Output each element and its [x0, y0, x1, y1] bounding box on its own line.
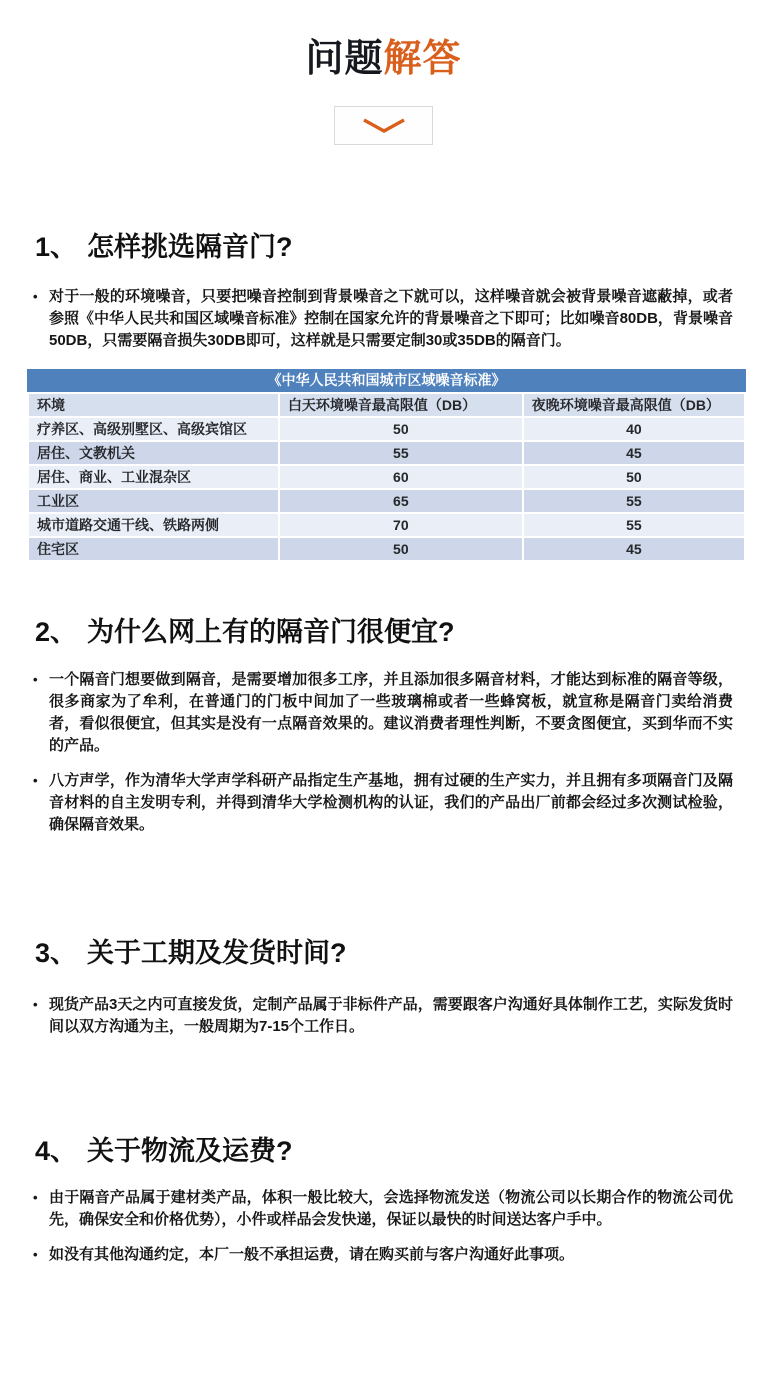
table-cell-environment: 工业区 — [28, 489, 279, 513]
column-header-day-limit: 白天环境噪音最高限值（DB） — [279, 393, 523, 417]
table-cell-night: 45 — [523, 537, 745, 561]
question-3-title: 关于工期及发货时间? — [87, 937, 347, 968]
table-row — [28, 417, 745, 441]
question-1-answers — [0, 286, 767, 352]
question-4-heading — [35, 1135, 767, 1169]
table-row — [28, 537, 745, 561]
question-4-answers — [0, 1187, 767, 1266]
bullet-item: • 一个隔音门想要做到隔音，是需要增加很多工序，并且添加很多隔音材料，才能达到标准的隔音等级，很多商家为了牟利，在普通门的门板中间加了一些玻璃棉或者一些蜂窝板，就宣称是隔音门卖给消费者，看似很便宜，但其实是没有一点隔音效果的。建议消费者理性判断，不要贪图便宜，买到华而不实的产品。 — [33, 669, 733, 757]
bullet-item: • 由于隔音产品属于建材类产品，体积一般比较大，会选择物流发送（物流公司以长期合作的物流公司优先，确保安全和价格优势），小件或样品会发快递，保证以最快的时间送达客户手中。 — [33, 1187, 733, 1231]
table-cell-night: 45 — [523, 441, 745, 465]
table-cell-environment: 居住、商业、工业混杂区 — [28, 465, 279, 489]
bullet-item: • 八方声学，作为清华大学声学科研产品指定生产基地，拥有过硬的生产实力，并且拥有多项隔音门及隔音材料的自主发明专利，并得到清华大学检测机构的认证，我们的产品出厂前都会经过多次测试检验，确保隔音效果。 — [33, 770, 733, 836]
table-row — [28, 441, 745, 465]
question-1-number: 1、 — [35, 232, 78, 263]
table-cell-environment: 住宅区 — [28, 537, 279, 561]
table-cell-day: 50 — [279, 417, 523, 441]
question-4-title: 关于物流及运费? — [87, 1135, 293, 1166]
table-cell-night: 50 — [523, 465, 745, 489]
question-2-number: 2、 — [35, 617, 78, 648]
question-3-heading — [35, 937, 767, 971]
table-cell-day: 50 — [279, 537, 523, 561]
expand-button[interactable] — [334, 106, 433, 145]
table-row — [28, 465, 745, 489]
question-2-heading — [35, 616, 767, 650]
table-cell-day: 65 — [279, 489, 523, 513]
table-cell-day: 70 — [279, 513, 523, 537]
bullet-item: • 对于一般的环境噪音，只要把噪音控制到背景噪音之下就可以，这样噪音就会被背景噪音遮蔽掉，或者参照《中华人民共和国区域噪音标准》控制在国家允许的背景噪音之下即可；比如噪音80DB，背景噪音50DB，只需要隔音损失30DB即可，这样就是只需要定制30或35DB的隔音门。 — [33, 286, 733, 352]
noise-standard-table — [27, 369, 746, 562]
page-title-orange: 解答 — [383, 38, 462, 80]
table-cell-environment: 疗养区、高级别墅区、高级宾馆区 — [28, 417, 279, 441]
table-cell-night: 55 — [523, 513, 745, 537]
bullet-item: • 如没有其他沟通约定，本厂一般不承担运费，请在购买前与客户沟通好此事项。 — [33, 1244, 733, 1266]
table-row — [28, 489, 745, 513]
question-2-answers — [0, 669, 767, 836]
table-header-row — [28, 393, 745, 417]
column-header-environment: 环境 — [28, 393, 279, 417]
question-1-title: 怎样挑选隔音门? — [87, 232, 293, 263]
column-header-night-limit: 夜晚环境噪音最高限值（DB） — [523, 393, 745, 417]
table-cell-environment: 居住、文教机关 — [28, 441, 279, 465]
chevron-down-icon — [361, 117, 407, 134]
table-cell-night: 40 — [523, 417, 745, 441]
bullet-item: • 现货产品3天之内可直接发货，定制产品属于非标件产品，需要跟客户沟通好具体制作工艺，实际发货时间以双方沟通为主，一般周期为7-15个工作日。 — [33, 994, 733, 1038]
table-cell-day: 55 — [279, 441, 523, 465]
table-row — [28, 513, 745, 537]
page-title-black: 问题 — [305, 38, 384, 80]
question-1-heading — [35, 231, 767, 265]
page-title — [0, 34, 767, 85]
table-cell-environment: 城市道路交通干线、铁路两侧 — [28, 513, 279, 537]
question-2-title: 为什么网上有的隔音门很便宜? — [87, 617, 455, 648]
table-cell-day: 60 — [279, 465, 523, 489]
question-3-answers — [0, 994, 767, 1038]
table-title: 《中华人民共和国城市区域噪音标准》 — [27, 369, 746, 392]
table-cell-night: 55 — [523, 489, 745, 513]
title-block — [0, 0, 767, 145]
question-4-number: 4、 — [35, 1135, 78, 1166]
question-3-number: 3、 — [35, 937, 78, 968]
